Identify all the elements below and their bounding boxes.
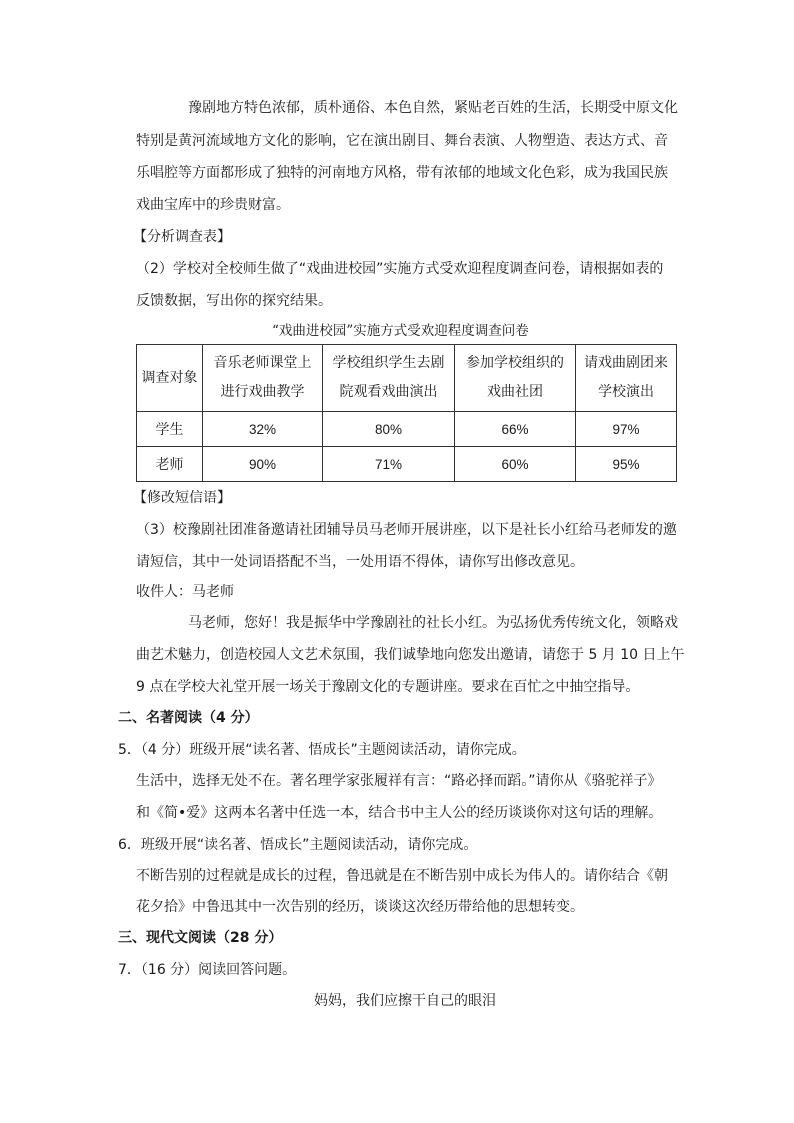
table-cell: 60% (455, 447, 576, 482)
table-cell: 66% (455, 412, 576, 447)
analysis-question-line-2: 反馈数据，写出你的探究结果。 (136, 293, 332, 309)
table-header-row (137, 345, 677, 412)
header-text: 学校组织学生去剧 (332, 355, 445, 371)
table-cell: 90% (203, 447, 323, 482)
intro-line-1: 豫剧地方特色浓郁，质朴通俗、本色自然，紧贴老百姓的生活，长期受中原文化 (188, 100, 678, 116)
header-text: 院观看戏曲演出 (339, 384, 438, 400)
table-cell: 71% (323, 447, 455, 482)
section3-heading: 三、现代文阅读（28 分） (118, 930, 283, 946)
row-label: 学生 (137, 412, 203, 447)
modify-question-line-2: 请短信，其中一处词语搭配不当，一处用语不得体，请你写出修改意见。 (136, 554, 584, 570)
intro-line-4: 戏曲宝库中的珍贵财富。 (136, 197, 290, 213)
header-text: 进行戏曲教学 (220, 384, 305, 400)
table-cell: 97% (576, 412, 677, 447)
table-row (137, 447, 677, 482)
header-text: 学校演出 (598, 384, 654, 400)
intro-line-3: 乐唱腔等方面都形成了独特的河南地方风格，带有浓郁的地域文化色彩，成为我国民族 (136, 165, 668, 181)
q7-line: 7．（16 分）阅读回答问题。 (118, 962, 297, 978)
header-text: 戏曲社团 (487, 384, 543, 400)
table-cell: 80% (323, 412, 455, 447)
modify-heading: 【修改短信语】 (133, 490, 231, 506)
table-header-cell (455, 345, 576, 412)
analysis-question-line-1: （2）学校对全校师生做了“戏曲进校园”实施方式受欢迎程度调查问卷，请根据如表的 (136, 261, 664, 277)
q5-line-3: 和《简•爱》这两本名著中任选一本，结合书中主人公的经历谈谈你对这句话的理解。 (136, 805, 663, 821)
intro-line-2: 特别是黄河流域地方文化的影响，它在演出剧目、舞台表演、人物塑造、表达方式、音 (136, 133, 668, 149)
header-text: 音乐老师课堂上 (213, 355, 312, 371)
section2-heading: 二、名著阅读（4 分） (118, 710, 259, 726)
analysis-heading: 【分析调查表】 (133, 229, 231, 245)
table-row (137, 412, 677, 447)
table-header-cell (137, 345, 203, 412)
header-text: 参加学校组织的 (466, 355, 564, 371)
table-header-cell (323, 345, 455, 412)
table-cell: 95% (576, 447, 677, 482)
q5-line-2: 生活中，选择无处不在。著名理学家张履祥有言：“路必择而蹈。”请你从《骆驼祥子》 (136, 773, 662, 789)
row-label: 老师 (137, 447, 203, 482)
q6-line-1: 6．班级开展“读名著、悟成长”主题阅读活动，请你完成。 (118, 837, 478, 853)
table-title: “戏曲进校园”实施方式受欢迎程度调查问卷 (272, 323, 529, 339)
modify-question-line-1: （3）校豫剧社团准备邀请社团辅导员马老师开展讲座，以下是社长小红给马老师发的邀 (136, 522, 677, 538)
recipient-line: 收件人：马老师 (136, 584, 234, 600)
message-line-3: 9 点在学校大礼堂开展一场关于豫剧文化的专题讲座。要求在百忙之中抽空指导。 (136, 679, 640, 695)
message-line-2: 曲艺术魅力，创造校园人文艺术氛围，我们诚挚地向您发出邀请，请您于 5 月 10 日上午 (136, 647, 685, 663)
message-line-1: 马老师，您好！我是振华中学豫剧社的社长小红。为弘扬优秀传统文化，领略戏 (188, 615, 678, 631)
table-header-cell (576, 345, 677, 412)
q6-line-2: 不断告别的过程就是成长的过程，鲁迅就是在不断告别中成长为伟人的。请你结合《朝 (136, 868, 668, 884)
table-header-cell (203, 345, 323, 412)
q5-line-1: 5．（4 分）班级开展“读名著、悟成长”主题阅读活动，请你完成。 (118, 742, 526, 758)
article-title: 妈妈，我们应擦干自己的眼泪 (314, 993, 496, 1009)
table-cell: 32% (203, 412, 323, 447)
survey-table (136, 344, 677, 482)
header-text: 调查对象 (141, 369, 198, 386)
q6-line-3: 花夕拾》中鲁迅其中一次告别的经历，谈谈这次经历带给他的思想转变。 (136, 899, 584, 915)
header-text: 请戏曲剧团来 (584, 355, 668, 371)
